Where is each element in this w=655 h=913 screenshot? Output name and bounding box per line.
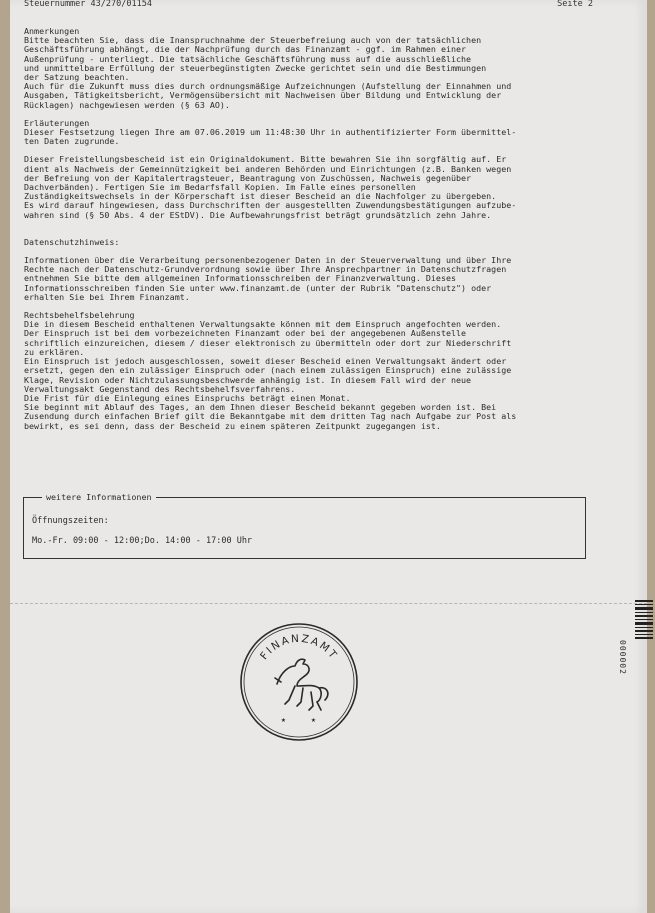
erlaeuterungen-paragraph-1 xyxy=(24,128,584,146)
datenschutz-title: Datenschutzhinweis: xyxy=(24,236,120,247)
seal-text: FINANZAMT xyxy=(258,632,340,663)
text-line: Dieser Freistellungsbescheid ist ein Originaldokument. Bitte bewahren Sie ihn sorgfältig auf. Er xyxy=(24,154,507,165)
text-line: Verwaltungsakt Gegenstand des Rechtsbehelfsverfahrens. xyxy=(24,383,296,394)
finanzamt-seal-icon xyxy=(237,620,361,744)
text-line: wahren sind (§ 50 Abs. 4 der EStDV). Die Aufbewahrungsfrist beträgt grundsätzlich zehn Jahre. xyxy=(24,209,492,220)
text-line: Dachverbänden). Fertigen Sie im Bedarfsfall Kopien. Im Falle eines personellen xyxy=(24,182,416,193)
text-line: Auch für die Zukunft muss dies durch ordnungsmäßige Aufzeichnungen (Aufstellung der Einnahmen und xyxy=(24,81,512,92)
oeffnungszeiten-hours: Mo.-Fr. 09:00 - 12:00;Do. 14:00 - 17:00 Uhr xyxy=(32,536,253,546)
text-line: dient als Nachweis der Gemeinnützigkeit bei anderen Behörden und Einrichtungen (z.B. Banken wegen xyxy=(24,163,512,174)
text-line: Geschäftsführung abhängt, die der Nachprüfung durch das Finanzamt - ggf. im Rahmen einer xyxy=(24,44,467,55)
text-line: erhalten Sie bei Ihrem Finanzamt. xyxy=(24,291,190,302)
text-line: Der Einspruch ist bei dem vorbezeichneten Finanzamt oder bei der angegebenen Außenstelle xyxy=(24,328,467,339)
document-body xyxy=(24,27,584,431)
text-line: Es wird darauf hingewiesen, dass Durchschriften der ausgestellten Zuwendungsbestätigungen aufzube- xyxy=(24,200,517,211)
text-line: Bitte beachten Sie, dass die Inanspruchnahme der Steuerbefreiung auch von der tatsächlichen xyxy=(24,35,482,46)
fold-line xyxy=(10,603,647,605)
text-line: schriftlich einzureichen, diesem / dieser elektronisch zu übermitteln oder dort zur Niederschrift xyxy=(24,337,512,348)
text-line: Ausgaben, Tätigkeitsbericht, Vermögensübersicht mit Nachweisen über Bildung und Entwicklung der xyxy=(24,90,502,101)
barcode-number: 000002 xyxy=(618,640,627,675)
rechtsbehelf-title: Rechtsbehelfsbelehrung xyxy=(24,310,135,321)
text-line: Zuständigkeitswechsels in der Körperschaft ist dieser Bescheid an die Nachfolger zu übergeben. xyxy=(24,191,497,202)
text-line: ersetzt, gegen den ein zulässiger Einspruch oder (nach einem zulässigen Einspruch) eine zulässige xyxy=(24,365,512,376)
rechtsbehelf-paragraph xyxy=(24,320,584,430)
text-line: der Befreiung von der Kapitalertragsteuer, Beantragung von Zuschüssen, Nachweis gegenüber xyxy=(24,172,472,183)
oeffnungszeiten-label: Öffnungszeiten: xyxy=(32,516,109,526)
text-line: Informationsschreiben finden Sie unter www.finanzamt.de (unter der Rubrik "Datenschutz") oder xyxy=(24,282,492,293)
text-line: Zusendung durch einfachen Brief gilt die Bekanntgabe mit dem dritten Tag nach Aufgabe zur Post als xyxy=(24,411,517,422)
text-line: ten Daten zugrunde. xyxy=(24,136,120,147)
info-box-legend: weitere Informationen xyxy=(42,492,156,502)
text-line: Die in diesem Bescheid enthaltenen Verwaltungsakte können mit dem Einspruch angefochten werden. xyxy=(24,319,502,330)
text-line: der Satzung beachten. xyxy=(24,72,130,83)
weitere-informationen-box xyxy=(23,492,586,559)
text-line: und unmittelbare Erfüllung der steuerbegünstigten Zwecke gerichtet sein und die Bestimmungen xyxy=(24,62,487,73)
anmerkungen-paragraph-2 xyxy=(24,82,584,110)
text-line: Ein Einspruch ist jedoch ausgeschlossen, soweit dieser Bescheid einen Verwaltungsakt ändert oder xyxy=(24,356,507,367)
horse-icon xyxy=(275,659,328,710)
erlaeuterungen-title: Erläuterungen xyxy=(24,117,90,128)
barcode-icon xyxy=(635,600,653,680)
seal-star-right: ★ xyxy=(311,715,316,724)
text-line: Die Frist für die Einlegung eines Einspruchs beträgt einen Monat. xyxy=(24,392,351,403)
document-page xyxy=(10,0,647,913)
steuernummer: Steuernummer 43/270/01154 xyxy=(24,0,152,9)
text-line: Sie beginnt mit Ablauf des Tages, an dem Ihnen dieser Bescheid bekannt gegeben worden ist. Bei xyxy=(24,402,497,413)
text-line: bewirkt, es sei denn, dass der Bescheid zu einem späteren Zeitpunkt zugegangen ist. xyxy=(24,420,441,431)
text-line: Rechte nach der Datenschutz-Grundverordnung sowie über Ihre Ansprechpartner in Datenschutzfragen xyxy=(24,264,507,275)
text-line: Rücklagen) nachgewiesen werden (§ 63 AO). xyxy=(24,99,230,110)
page-header xyxy=(24,0,633,12)
datenschutz-paragraph xyxy=(24,256,584,302)
anmerkungen-paragraph-1 xyxy=(24,36,584,82)
seal-star-left: ★ xyxy=(281,715,286,724)
erlaeuterungen-paragraph-2 xyxy=(24,155,584,219)
text-line: Außenprüfung - unterliegt. Die tatsächliche Geschäftsführung muss auf die ausschließliche xyxy=(24,53,472,64)
svg-text:FINANZAMT xyxy=(258,633,340,662)
text-line: zu erklären. xyxy=(24,346,85,357)
text-line: entnehmen Sie bitte dem allgemeinen Informationsschreiben der Finanzverwaltung. Dieses xyxy=(24,273,457,284)
anmerkungen-title: Anmerkungen xyxy=(24,26,80,36)
text-line: Informationen über die Verarbeitung personenbezogener Daten in der Steuerverwaltung und über Ihre xyxy=(24,255,512,266)
text-line: Klage, Revision oder Nichtzulassungsbeschwerde anhängig ist. In diesem Fall wird der neue xyxy=(24,374,472,385)
page-number: Seite 2 xyxy=(557,0,593,9)
text-line: Dieser Festsetzung liegen Ihre am 07.06.2019 um 11:48:30 Uhr in authentifizierter Form übermittel- xyxy=(24,127,517,138)
